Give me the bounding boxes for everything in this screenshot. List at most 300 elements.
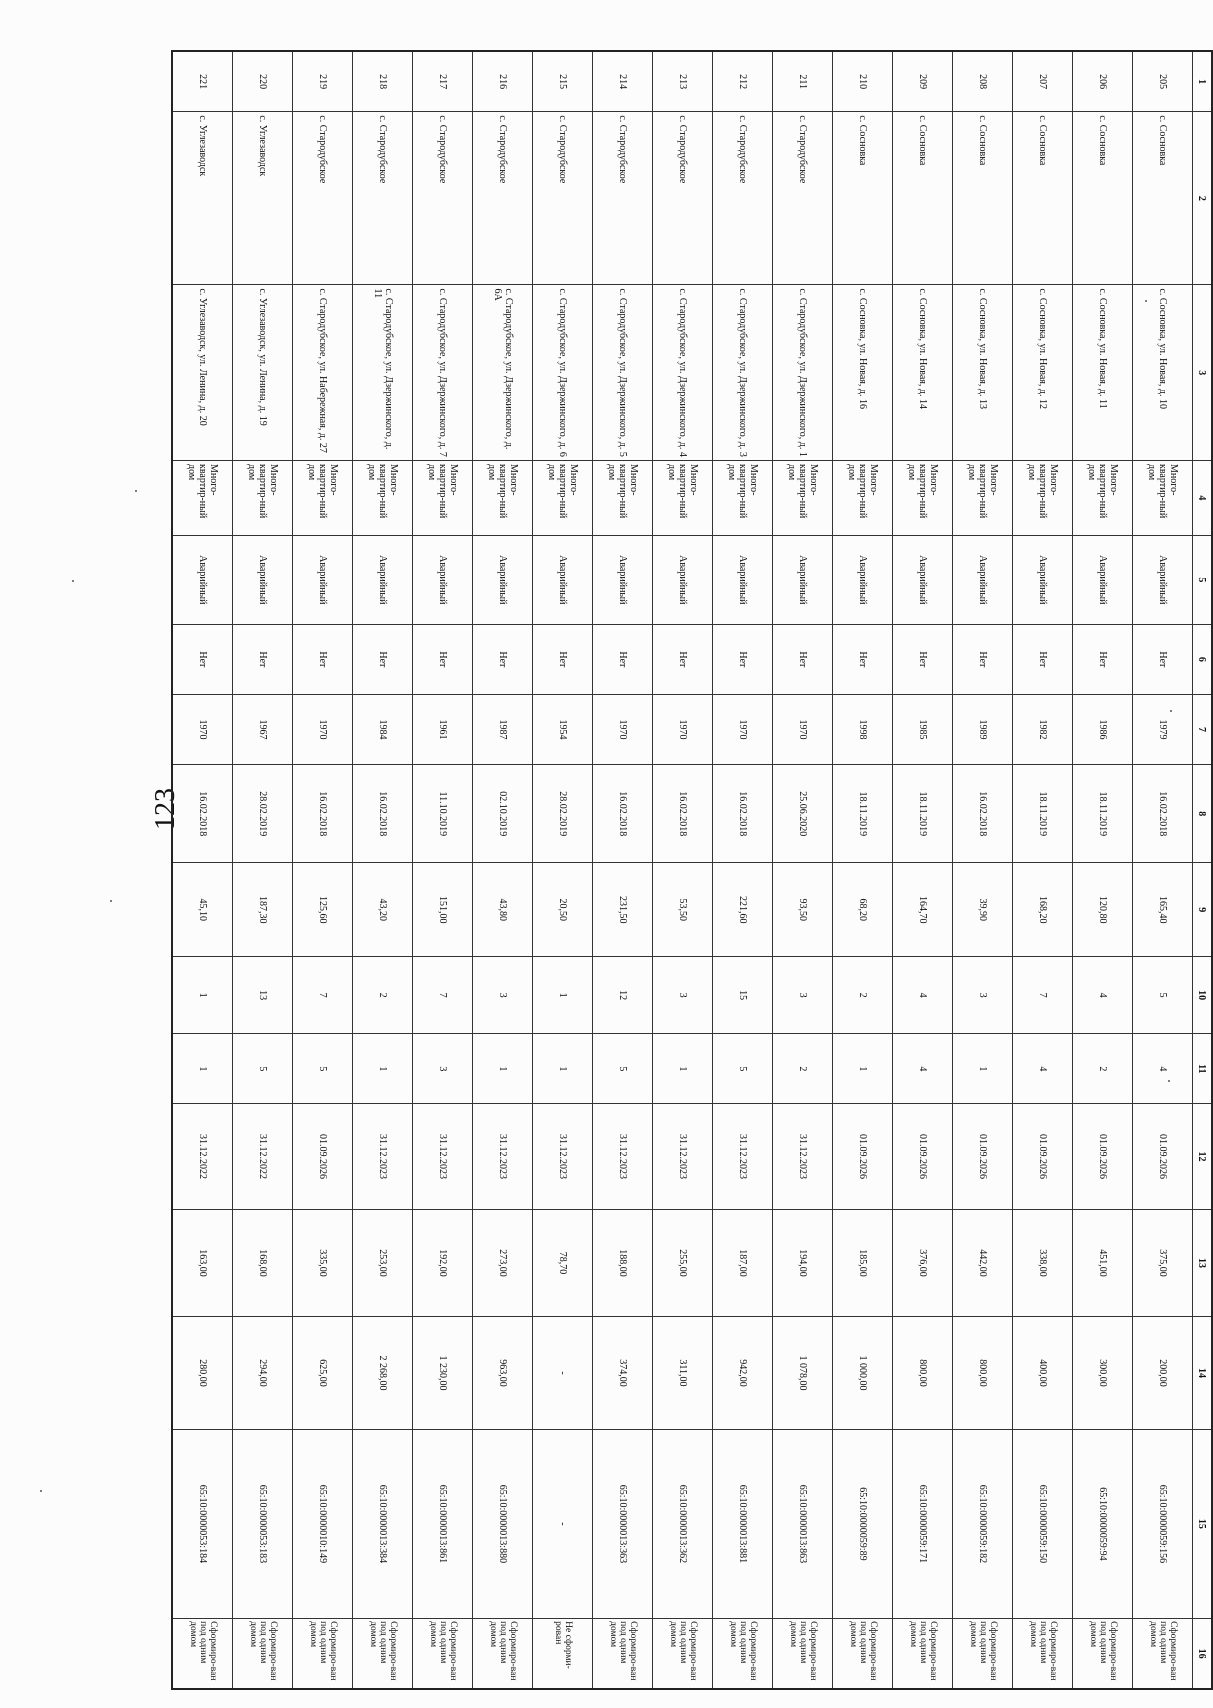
address-cell: с. Углезаводск, ул. Ленина, д. 19 (233, 285, 293, 461)
flag-cell: Нет (593, 624, 653, 694)
table-row (533, 51, 593, 1689)
table-row (1133, 51, 1193, 1689)
deadline-cell: 31.12.2023 (473, 1104, 533, 1209)
land-status-cell: Сформиро-ван под одним домом (293, 1619, 353, 1689)
row-number: 205 (1133, 51, 1193, 112)
cadastral-number-cell: 65:10:0000059:182 (953, 1429, 1013, 1619)
row-number: 212 (713, 51, 773, 112)
col10-cell: 7 (1013, 957, 1073, 1034)
year-cell: 1970 (593, 694, 653, 764)
row-number: 210 (833, 51, 893, 112)
col13-cell: 194,00 (773, 1209, 833, 1317)
column-number-6: 6 (1193, 624, 1213, 694)
row-number: 213 (653, 51, 713, 112)
land-area-cell: - (533, 1317, 593, 1429)
table-row (953, 51, 1013, 1689)
deadline-cell: 31.12.2022 (233, 1104, 293, 1209)
flag-cell: Нет (713, 624, 773, 694)
table-body (172, 51, 1193, 1689)
building-type-cell: Много-квартир-ный дом (713, 460, 773, 535)
recognition-date-cell: 16.02.2018 (353, 765, 413, 863)
land-area-cell: 1 000,00 (833, 1317, 893, 1429)
recognition-date-cell: 16.02.2018 (1133, 765, 1193, 863)
year-cell: 1982 (1013, 694, 1073, 764)
col11-cell: 1 (953, 1034, 1013, 1104)
land-status-cell: Сформиро-ван под одним домом (1073, 1619, 1133, 1689)
recognition-date-cell: 16.02.2018 (172, 765, 233, 863)
column-number-4: 4 (1193, 460, 1213, 535)
building-type-cell: Много-квартир-ный дом (893, 460, 953, 535)
year-cell: 1986 (1073, 694, 1133, 764)
cadastral-number-cell: 65:10:0000013:863 (773, 1429, 833, 1619)
year-cell: 1984 (353, 694, 413, 764)
col13-cell: 338,00 (1013, 1209, 1073, 1317)
year-cell: 1989 (953, 694, 1013, 764)
col13-cell: 78,70 (533, 1209, 593, 1317)
flag-cell: Нет (1013, 624, 1073, 694)
row-number: 221 (172, 51, 233, 112)
column-number-7: 7 (1193, 694, 1213, 764)
col11-cell: 3 (413, 1034, 473, 1104)
row-number: 211 (773, 51, 833, 112)
land-area-cell: 1 230,00 (413, 1317, 473, 1429)
land-status-cell: Сформиро-ван под одним домом (773, 1619, 833, 1689)
settlement-cell: с. Сосновка (1013, 112, 1073, 285)
area-cell: 125,60 (293, 863, 353, 957)
flag-cell: Нет (353, 624, 413, 694)
land-area-cell: 311,00 (653, 1317, 713, 1429)
building-type-cell: Много-квартир-ный дом (773, 460, 833, 535)
col13-cell: 192,00 (413, 1209, 473, 1317)
settlement-cell: с. Сосновка (833, 112, 893, 285)
col10-cell: 5 (1133, 957, 1193, 1034)
year-cell: 1970 (172, 694, 233, 764)
address-cell: с. Стародубское, ул. Дзержинского, д. 1 (773, 285, 833, 461)
emergency-housing-table (171, 50, 1213, 1690)
cadastral-number-cell: - (533, 1429, 593, 1619)
col11-cell: 1 (653, 1034, 713, 1104)
building-type-cell: Много-квартир-ный дом (953, 460, 1013, 535)
column-number-11: 11 (1193, 1034, 1213, 1104)
building-type-cell: Много-квартир-ный дом (353, 460, 413, 535)
scan-speck (110, 900, 112, 902)
column-number-16: 16 (1193, 1619, 1213, 1689)
flag-cell: Нет (413, 624, 473, 694)
table-row (593, 51, 653, 1689)
land-status-cell: Сформиро-ван под одним домом (172, 1619, 233, 1689)
deadline-cell: 01.09.2026 (1013, 1104, 1073, 1209)
scan-speck (1145, 300, 1147, 302)
col10-cell: 3 (953, 957, 1013, 1034)
year-cell: 1979 (1133, 694, 1193, 764)
recognition-date-cell: 16.02.2018 (293, 765, 353, 863)
row-number: 217 (413, 51, 473, 112)
table-row (413, 51, 473, 1689)
table-row (773, 51, 833, 1689)
row-number: 216 (473, 51, 533, 112)
col11-cell: 1 (172, 1034, 233, 1104)
condition-cell: Аварийный (172, 535, 233, 624)
col10-cell: 13 (233, 957, 293, 1034)
area-cell: 39,90 (953, 863, 1013, 957)
address-cell: с. Углезаводск, ул. Ленина, д. 20 (172, 285, 233, 461)
recognition-date-cell: 18.11.2019 (833, 765, 893, 863)
deadline-cell: 31.12.2023 (773, 1104, 833, 1209)
land-area-cell: 294,00 (233, 1317, 293, 1429)
col13-cell: 376,00 (893, 1209, 953, 1317)
condition-cell: Аварийный (833, 535, 893, 624)
building-type-cell: Много-квартир-ный дом (413, 460, 473, 535)
land-status-cell: Сформиро-ван под одним домом (833, 1619, 893, 1689)
table-row (833, 51, 893, 1689)
cadastral-number-cell: 65:10:0000013:861 (413, 1429, 473, 1619)
col13-cell: 255,00 (653, 1209, 713, 1317)
land-area-cell: 200,00 (1133, 1317, 1193, 1429)
col11-cell: 4 (893, 1034, 953, 1104)
settlement-cell: с. Стародубское (533, 112, 593, 285)
land-area-cell: 374,00 (593, 1317, 653, 1429)
settlement-cell: с. Стародубское (413, 112, 473, 285)
settlement-cell: с. Стародубское (473, 112, 533, 285)
recognition-date-cell: 18.11.2019 (893, 765, 953, 863)
settlement-cell: с. Стародубское (653, 112, 713, 285)
col10-cell: 4 (1073, 957, 1133, 1034)
flag-cell: Нет (172, 624, 233, 694)
deadline-cell: 31.12.2023 (353, 1104, 413, 1209)
year-cell: 1987 (473, 694, 533, 764)
year-cell: 1970 (293, 694, 353, 764)
address-cell: с. Сосновка, ул. Новая, д. 14 (893, 285, 953, 461)
settlement-cell: с. Стародубское (713, 112, 773, 285)
row-number: 215 (533, 51, 593, 112)
land-area-cell: 300,00 (1073, 1317, 1133, 1429)
col10-cell: 15 (713, 957, 773, 1034)
condition-cell: Аварийный (1073, 535, 1133, 624)
address-cell: с. Сосновка, ул. Новая, д. 13 (953, 285, 1013, 461)
col11-cell: 4 (1133, 1034, 1193, 1104)
recognition-date-cell: 16.02.2018 (653, 765, 713, 863)
col11-cell: 5 (293, 1034, 353, 1104)
col13-cell: 442,00 (953, 1209, 1013, 1317)
col10-cell: 7 (293, 957, 353, 1034)
col10-cell: 2 (833, 957, 893, 1034)
area-cell: 20,50 (533, 863, 593, 957)
deadline-cell: 31.12.2022 (172, 1104, 233, 1209)
settlement-cell: с. Стародубское (593, 112, 653, 285)
col11-cell: 5 (233, 1034, 293, 1104)
flag-cell: Нет (653, 624, 713, 694)
area-cell: 120,80 (1073, 863, 1133, 957)
col13-cell: 451,00 (1073, 1209, 1133, 1317)
recognition-date-cell: 28.02.2019 (233, 765, 293, 863)
col10-cell: 3 (773, 957, 833, 1034)
cadastral-number-cell: 65:10:0000059:150 (1013, 1429, 1073, 1619)
settlement-cell: с. Углезаводск (172, 112, 233, 285)
recognition-date-cell: 02.10.2019 (473, 765, 533, 863)
scan-speck (135, 490, 137, 492)
col10-cell: 1 (533, 957, 593, 1034)
area-cell: 43,80 (473, 863, 533, 957)
land-status-cell: Сформиро-ван под одним домом (653, 1619, 713, 1689)
condition-cell: Аварийный (533, 535, 593, 624)
building-type-cell: Много-квартир-ный дом (293, 460, 353, 535)
year-cell: 1970 (653, 694, 713, 764)
deadline-cell: 01.09.2026 (1133, 1104, 1193, 1209)
table-row (233, 51, 293, 1689)
address-cell: с. Стародубское, ул. Набережная, д. 27 (293, 285, 353, 461)
land-status-cell: Сформиро-ван под одним домом (473, 1619, 533, 1689)
flag-cell: Нет (233, 624, 293, 694)
col11-cell: 2 (1073, 1034, 1133, 1104)
land-area-cell: 942,00 (713, 1317, 773, 1429)
land-area-cell: 800,00 (893, 1317, 953, 1429)
year-cell: 1967 (233, 694, 293, 764)
cadastral-number-cell: 65:10:0000013:384 (353, 1429, 413, 1619)
row-number: 207 (1013, 51, 1073, 112)
deadline-cell: 31.12.2023 (533, 1104, 593, 1209)
flag-cell: Нет (893, 624, 953, 694)
row-number: 218 (353, 51, 413, 112)
building-type-cell: Много-квартир-ный дом (233, 460, 293, 535)
deadline-cell: 31.12.2023 (413, 1104, 473, 1209)
land-status-cell: Сформиро-ван под одним домом (713, 1619, 773, 1689)
col10-cell: 1 (172, 957, 233, 1034)
year-cell: 1970 (713, 694, 773, 764)
recognition-date-cell: 16.02.2018 (593, 765, 653, 863)
building-type-cell: Много-квартир-ный дом (1133, 460, 1193, 535)
col13-cell: 185,00 (833, 1209, 893, 1317)
building-type-cell: Много-квартир-ный дом (172, 460, 233, 535)
year-cell: 1998 (833, 694, 893, 764)
column-number-1: 1 (1193, 51, 1213, 112)
flag-cell: Нет (293, 624, 353, 694)
column-number-2: 2 (1193, 112, 1213, 285)
address-cell: с. Сосновка, ул. Новая, д. 12 (1013, 285, 1073, 461)
col13-cell: 375,00 (1133, 1209, 1193, 1317)
flag-cell: Нет (953, 624, 1013, 694)
address-cell: с. Сосновка, ул. Новая, д. 10 (1133, 285, 1193, 461)
building-type-cell: Много-квартир-ный дом (473, 460, 533, 535)
col11-cell: 4 (1013, 1034, 1073, 1104)
settlement-cell: с. Стародубское (773, 112, 833, 285)
year-cell: 1970 (773, 694, 833, 764)
recognition-date-cell: 25.06.2020 (773, 765, 833, 863)
condition-cell: Аварийный (293, 535, 353, 624)
address-cell: с. Стародубское, ул. Дзержинского, д. 11 (353, 285, 413, 461)
area-cell: 68,20 (833, 863, 893, 957)
scan-speck (1170, 710, 1172, 712)
column-number-row (1193, 51, 1213, 1689)
land-status-cell: Сформиро-ван под одним домом (233, 1619, 293, 1689)
deadline-cell: 01.09.2026 (833, 1104, 893, 1209)
cadastral-number-cell: 65:10:0000059:94 (1073, 1429, 1133, 1619)
column-number-5: 5 (1193, 535, 1213, 624)
condition-cell: Аварийный (653, 535, 713, 624)
deadline-cell: 01.09.2026 (893, 1104, 953, 1209)
col11-cell: 1 (533, 1034, 593, 1104)
col13-cell: 163,00 (172, 1209, 233, 1317)
table-row (653, 51, 713, 1689)
column-number-10: 10 (1193, 957, 1213, 1034)
row-number: 220 (233, 51, 293, 112)
column-number-14: 14 (1193, 1317, 1213, 1429)
table-row (293, 51, 353, 1689)
cadastral-number-cell: 65:10:0000010:149 (293, 1429, 353, 1619)
recognition-date-cell: 16.02.2018 (713, 765, 773, 863)
area-cell: 168,20 (1013, 863, 1073, 957)
col11-cell: 5 (593, 1034, 653, 1104)
building-type-cell: Много-квартир-ный дом (533, 460, 593, 535)
row-number: 209 (893, 51, 953, 112)
address-cell: с. Стародубское, ул. Дзержинского, д. 5 (593, 285, 653, 461)
land-status-cell: Сформиро-ван под одним домом (953, 1619, 1013, 1689)
deadline-cell: 31.12.2023 (653, 1104, 713, 1209)
area-cell: 93,50 (773, 863, 833, 957)
flag-cell: Нет (773, 624, 833, 694)
land-status-cell: Сформиро-ван под одним домом (1013, 1619, 1073, 1689)
settlement-cell: с. Углезаводск (233, 112, 293, 285)
cadastral-number-cell: 65:10:0000053:184 (172, 1429, 233, 1619)
cadastral-number-cell: 65:10:0000013:363 (593, 1429, 653, 1619)
building-type-cell: Много-квартир-ный дом (1073, 460, 1133, 535)
settlement-cell: с. Сосновка (953, 112, 1013, 285)
flag-cell: Нет (1073, 624, 1133, 694)
cadastral-number-cell: 65:10:0000059:171 (893, 1429, 953, 1619)
cadastral-number-cell: 65:10:0000013:881 (713, 1429, 773, 1619)
scan-speck (40, 1490, 42, 1492)
flag-cell: Нет (833, 624, 893, 694)
row-number: 208 (953, 51, 1013, 112)
area-cell: 43,20 (353, 863, 413, 957)
column-number-9: 9 (1193, 863, 1213, 957)
address-cell: с. Сосновка, ул. Новая, д. 11 (1073, 285, 1133, 461)
area-cell: 231,50 (593, 863, 653, 957)
building-type-cell: Много-квартир-ный дом (593, 460, 653, 535)
col13-cell: 187,00 (713, 1209, 773, 1317)
area-cell: 165,40 (1133, 863, 1193, 957)
col10-cell: 12 (593, 957, 653, 1034)
land-area-cell: 400,00 (1013, 1317, 1073, 1429)
recognition-date-cell: 16.02.2018 (953, 765, 1013, 863)
table-row (172, 51, 233, 1689)
col10-cell: 7 (413, 957, 473, 1034)
building-type-cell: Много-квартир-ный дом (653, 460, 713, 535)
settlement-cell: с. Сосновка (1073, 112, 1133, 285)
condition-cell: Аварийный (773, 535, 833, 624)
row-number: 219 (293, 51, 353, 112)
settlement-cell: с. Стародубское (293, 112, 353, 285)
address-cell: с. Стародубское, ул. Дзержинского, д. 4 (653, 285, 713, 461)
year-cell: 1985 (893, 694, 953, 764)
area-cell: 45,10 (172, 863, 233, 957)
col13-cell: 335,00 (293, 1209, 353, 1317)
col13-cell: 273,00 (473, 1209, 533, 1317)
column-number-12: 12 (1193, 1104, 1213, 1209)
row-number: 214 (593, 51, 653, 112)
land-area-cell: 800,00 (953, 1317, 1013, 1429)
condition-cell: Аварийный (413, 535, 473, 624)
condition-cell: Аварийный (1133, 535, 1193, 624)
land-status-cell: Сформиро-ван под одним домом (353, 1619, 413, 1689)
year-cell: 1954 (533, 694, 593, 764)
registry-table-frame (171, 50, 1213, 1690)
land-status-cell: Сформиро-ван под одним домом (893, 1619, 953, 1689)
address-cell: с. Сосновка, ул. Новая, д. 16 (833, 285, 893, 461)
building-type-cell: Много-квартир-ный дом (833, 460, 893, 535)
area-cell: 53,50 (653, 863, 713, 957)
table-row (473, 51, 533, 1689)
col10-cell: 4 (893, 957, 953, 1034)
address-cell: с. Стародубское, ул. Дзержинского, д. 6А (473, 285, 533, 461)
land-area-cell: 625,00 (293, 1317, 353, 1429)
scan-speck (72, 580, 74, 582)
condition-cell: Аварийный (233, 535, 293, 624)
year-cell: 1961 (413, 694, 473, 764)
deadline-cell: 01.09.2026 (293, 1104, 353, 1209)
col11-cell: 1 (473, 1034, 533, 1104)
flag-cell: Нет (473, 624, 533, 694)
cadastral-number-cell: 65:10:0000059:89 (833, 1429, 893, 1619)
land-status-cell: Сформиро-ван под одним домом (413, 1619, 473, 1689)
condition-cell: Аварийный (713, 535, 773, 624)
condition-cell: Аварийный (953, 535, 1013, 624)
recognition-date-cell: 18.11.2019 (1073, 765, 1133, 863)
scan-speck (1168, 1080, 1170, 1082)
column-number-8: 8 (1193, 765, 1213, 863)
land-status-cell: Сформиро-ван под одним домом (593, 1619, 653, 1689)
deadline-cell: 01.09.2026 (953, 1104, 1013, 1209)
page-number: 123 (150, 788, 181, 830)
col10-cell: 3 (473, 957, 533, 1034)
col13-cell: 168,00 (233, 1209, 293, 1317)
col10-cell: 2 (353, 957, 413, 1034)
flag-cell: Нет (1133, 624, 1193, 694)
address-cell: с. Стародубское, ул. Дзержинского, д. 3 (713, 285, 773, 461)
settlement-cell: с. Сосновка (1133, 112, 1193, 285)
col11-cell: 2 (773, 1034, 833, 1104)
condition-cell: Аварийный (353, 535, 413, 624)
building-type-cell: Много-квартир-ный дом (1013, 460, 1073, 535)
area-cell: 151,00 (413, 863, 473, 957)
land-status-cell: Не сформи-рован (533, 1619, 593, 1689)
cadastral-number-cell: 65:10:0000059:156 (1133, 1429, 1193, 1619)
deadline-cell: 01.09.2026 (1073, 1104, 1133, 1209)
area-cell: 164,70 (893, 863, 953, 957)
row-number: 206 (1073, 51, 1133, 112)
address-cell: с. Стародубское, ул. Дзержинского, д. 6 (533, 285, 593, 461)
table-row (353, 51, 413, 1689)
cadastral-number-cell: 65:10:0000013:362 (653, 1429, 713, 1619)
land-area-cell: 2 268,00 (353, 1317, 413, 1429)
col11-cell: 1 (833, 1034, 893, 1104)
settlement-cell: с. Сосновка (893, 112, 953, 285)
column-number-3: 3 (1193, 285, 1213, 461)
condition-cell: Аварийный (893, 535, 953, 624)
land-status-cell: Сформиро-ван под одним домом (1133, 1619, 1193, 1689)
recognition-date-cell: 11.10.2019 (413, 765, 473, 863)
recognition-date-cell: 28.02.2019 (533, 765, 593, 863)
table-row (1073, 51, 1133, 1689)
column-number-15: 15 (1193, 1429, 1213, 1619)
settlement-cell: с. Стародубское (353, 112, 413, 285)
land-area-cell: 1 078,00 (773, 1317, 833, 1429)
col13-cell: 188,00 (593, 1209, 653, 1317)
table-row (1013, 51, 1073, 1689)
table-row (893, 51, 953, 1689)
area-cell: 187,30 (233, 863, 293, 957)
col11-cell: 5 (713, 1034, 773, 1104)
address-cell: с. Стародубское, ул. Дзержинского, д. 7 (413, 285, 473, 461)
